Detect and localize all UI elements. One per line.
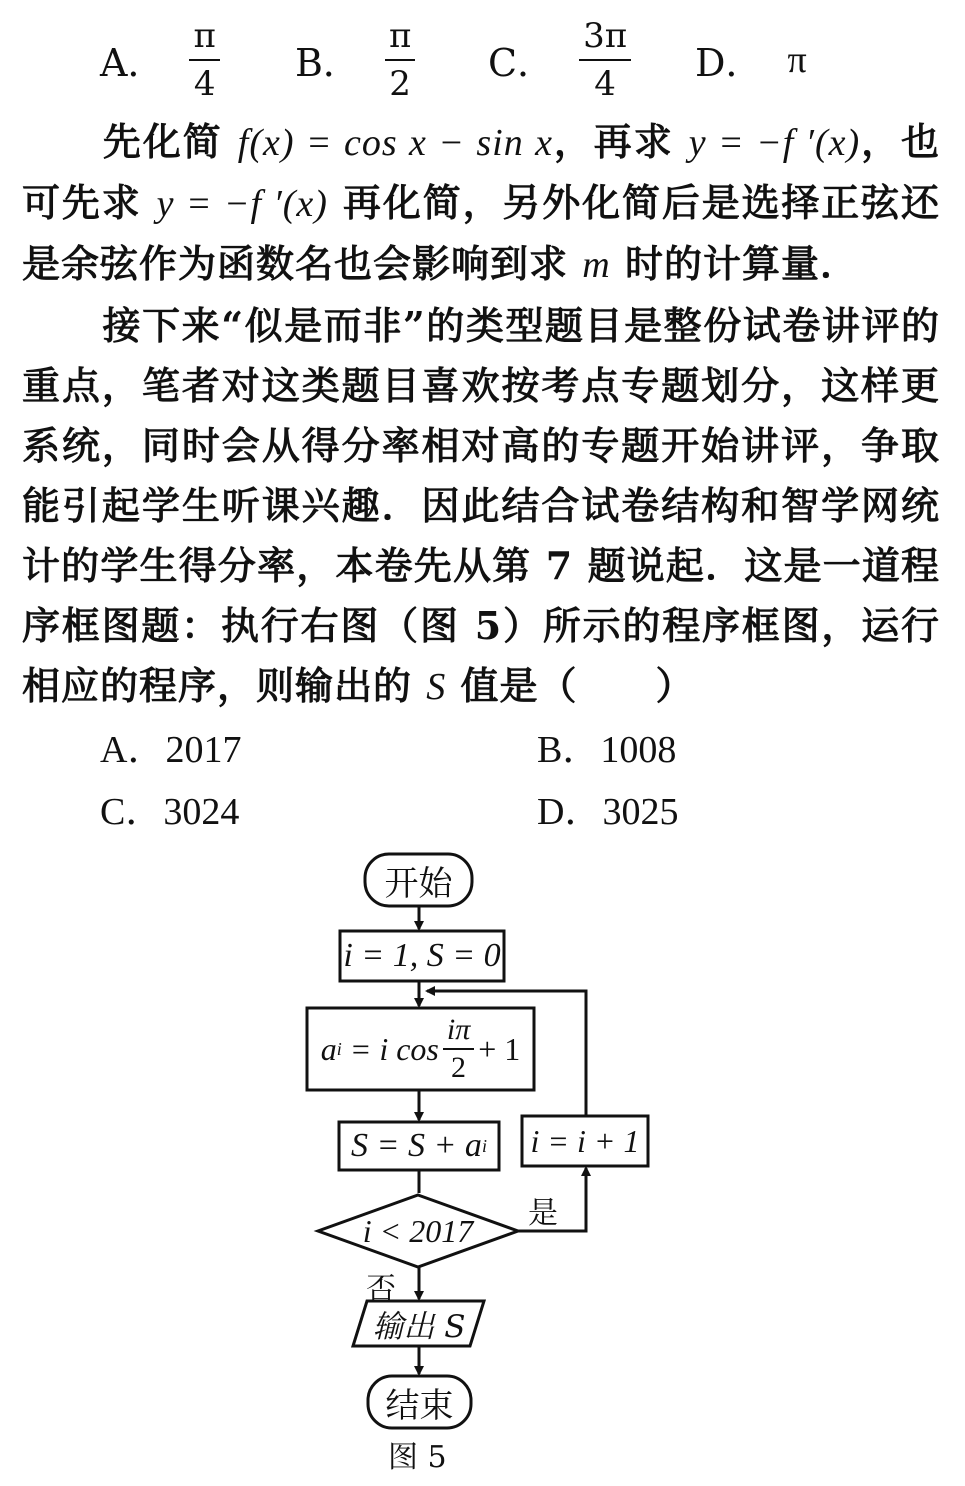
formula-numerator: iπ [443, 1015, 474, 1050]
math-expression: y = −f ′(x) [688, 122, 861, 164]
option-letter: A． [100, 41, 166, 85]
option-letter: D． [695, 41, 764, 85]
fraction-numerator: π [385, 19, 415, 61]
output-node: 输出 S [372, 1309, 466, 1345]
text: ，再求 [552, 119, 674, 164]
text: 接下来“似是而非”的类型题目是整份试卷讲评的重点，笔者对这类题目喜欢按考点专题划分，这样更系统，同时会从得分率相对高的专题开始讲评，争取能引起学生听课兴趣．因此结合试卷结构和智学网统计的学生得分率，本卷先从第 7 题说起．这是一道程序框图题：执行右图（图 5）所示的程序框图，运行相应的程序，则输出的 [22, 303, 940, 708]
paragraph-simplify [22, 112, 940, 295]
formula-lhs: a [320, 1030, 337, 1067]
choice-a: A．2017 [100, 729, 242, 771]
fraction-numerator: 3π [579, 19, 631, 61]
option-letter: C． [488, 41, 556, 85]
flowchart [300, 848, 670, 1478]
formula-denominator: 2 [451, 1051, 467, 1084]
math-expression: f(x) = cos x − sin x [237, 122, 553, 164]
accumulate-text: S = S + a [351, 1127, 482, 1164]
choice-d: D．3025 [537, 791, 679, 833]
no-label: 否 [366, 1272, 396, 1307]
option-c [488, 12, 631, 107]
fraction-numerator: π [189, 19, 219, 61]
fraction [579, 15, 631, 104]
increment-node: i = i + 1 [530, 1122, 640, 1159]
paragraph-question [22, 296, 940, 717]
init-node: i = 1, S = 0 [343, 937, 501, 974]
accumulate-node [339, 1122, 499, 1170]
fraction-denominator: 4 [594, 63, 616, 104]
fraction-denominator: 4 [193, 63, 216, 104]
fraction [385, 15, 415, 104]
yes-label: 是 [528, 1196, 558, 1231]
option-d [695, 12, 807, 107]
formula-node [307, 1008, 534, 1090]
top-options [100, 12, 940, 107]
text: 时的计算量． [624, 241, 859, 286]
math-variable: S [426, 666, 447, 708]
choice-b: B．1008 [537, 729, 677, 771]
formula-fraction [443, 1015, 474, 1083]
text: ，也可先求 [22, 119, 940, 225]
fraction-denominator: 2 [389, 63, 411, 104]
formula-tail: + 1 [478, 1030, 521, 1067]
accumulate-subscript: i [481, 1135, 487, 1156]
fraction [189, 15, 219, 104]
option-a [100, 12, 220, 107]
end-node: 结束 [385, 1385, 454, 1426]
formula-mid: = i cos [341, 1030, 439, 1067]
figure-caption: 图 5 [388, 1440, 447, 1475]
condition-node: i < 2017 [362, 1212, 474, 1249]
text: 值是（ ） [460, 663, 695, 708]
option-b [295, 12, 415, 107]
math-variable: m [582, 244, 611, 286]
text: 先化简 [102, 119, 223, 164]
math-expression: y = −f ′(x) [156, 183, 328, 225]
formula-subscript: i [336, 1038, 342, 1059]
option-value: π [787, 38, 807, 81]
choice-c: C．3024 [100, 791, 240, 833]
text: 再化简，另外化简后是选择正弦还是余弦作为函数名也会影响到求 [22, 180, 940, 286]
option-letter: B． [295, 41, 361, 85]
start-node: 开始 [384, 863, 453, 904]
